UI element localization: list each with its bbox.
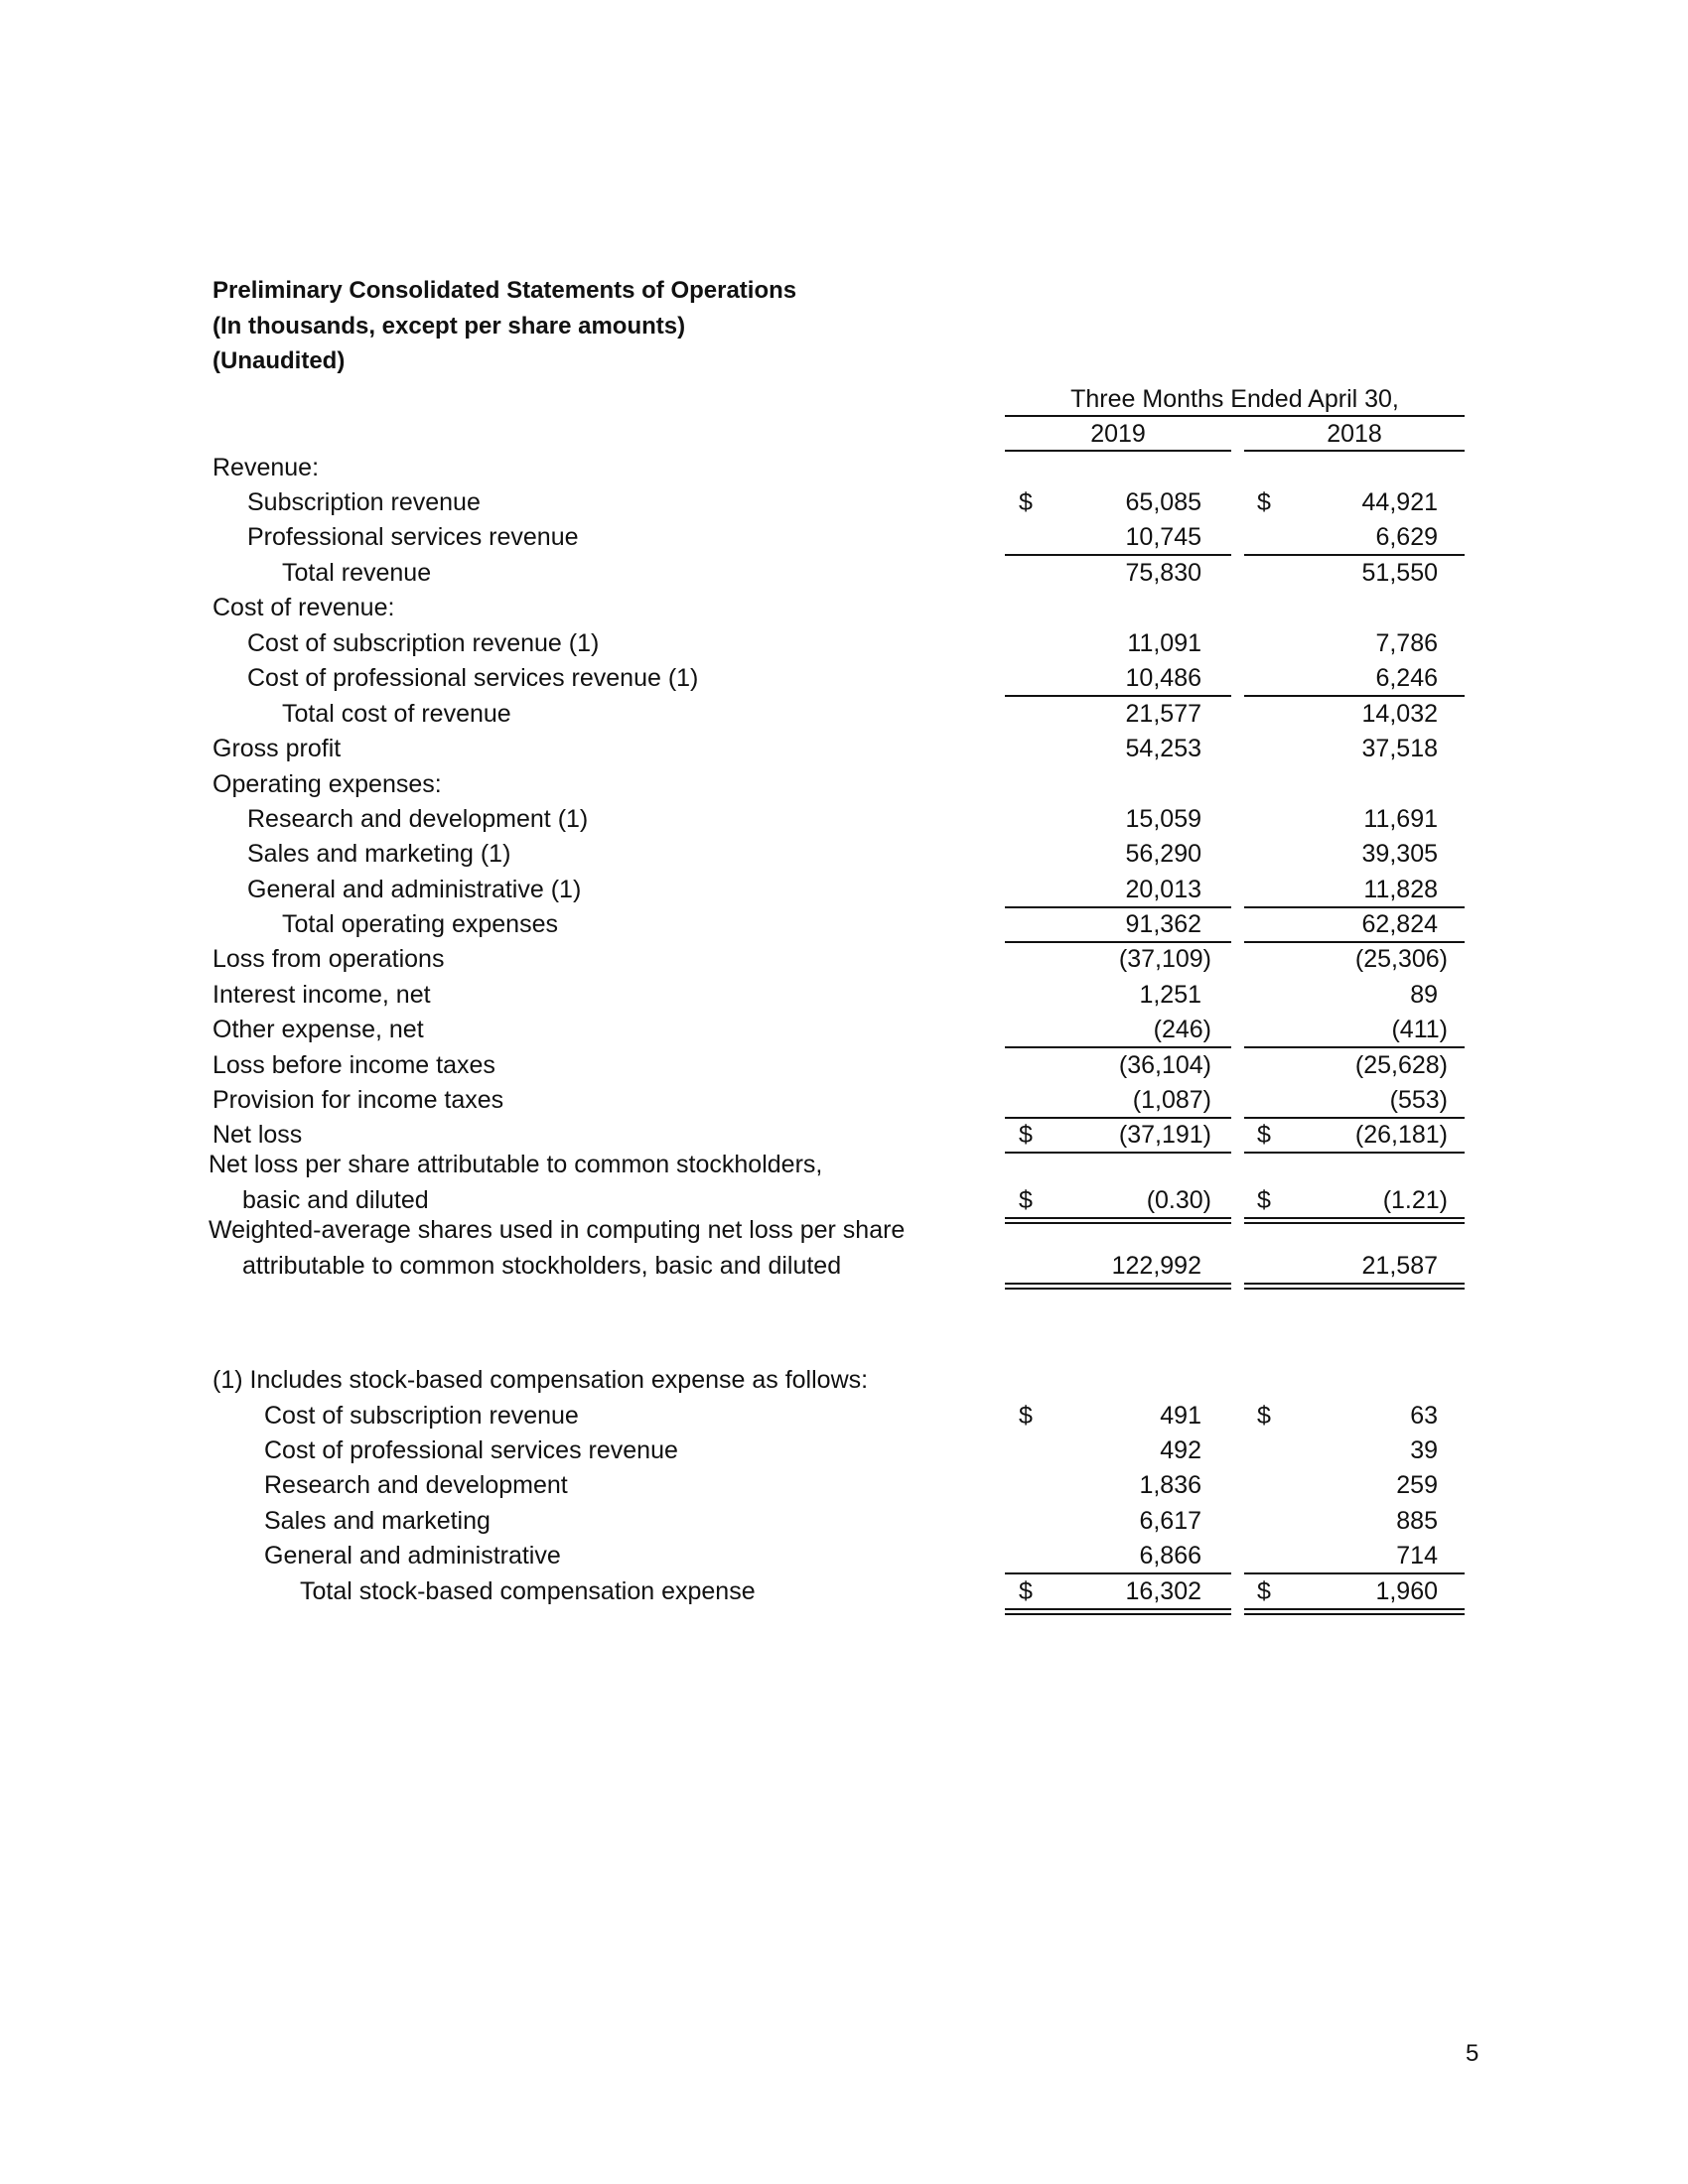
footnote-row (0, 1503, 1688, 1539)
statement-row (0, 941, 1688, 977)
statement-row (0, 450, 1688, 485)
statement-row (0, 1147, 1688, 1182)
year-2018-header: 2018 (1244, 418, 1465, 452)
statement-value-2018: (25,628) (1354, 1051, 1448, 1079)
footnote-row (0, 1398, 1688, 1433)
statement-row (0, 836, 1688, 872)
currency-symbol-2019: $ (1019, 1186, 1033, 1214)
statement-row (0, 519, 1688, 555)
footnote-value-2019: 492 (1160, 1436, 1201, 1464)
footnote-row (0, 1538, 1688, 1573)
footnote-value-2018: 259 (1396, 1471, 1438, 1499)
year-2019-header: 2019 (1005, 418, 1231, 452)
statement-value-2019: 65,085 (1125, 488, 1201, 516)
statement-value-2018: 62,824 (1361, 910, 1438, 938)
statement-row-label: Cost of professional services revenue (1) (247, 664, 699, 692)
statement-row (0, 1212, 1688, 1248)
double-underline (1005, 1283, 1231, 1290)
footnote-value-2019: 16,302 (1125, 1577, 1201, 1605)
statement-row (0, 625, 1688, 661)
statement-row-label: Cost of subscription revenue (1) (247, 629, 600, 657)
footnote-row (0, 1467, 1688, 1503)
statement-value-2019: (37,109) (1118, 945, 1211, 973)
statement-row-label: Weighted-average shares used in computing net loss per share (209, 1216, 906, 1244)
statement-value-2019: (0.30) (1146, 1186, 1211, 1214)
statement-row (0, 590, 1688, 625)
unaudited-note: (Unaudited) (212, 347, 346, 374)
footnote-value-2018: 1,960 (1375, 1577, 1438, 1605)
statement-value-2018: (26,181) (1354, 1121, 1448, 1149)
statement-row-label: Cost of revenue: (212, 594, 395, 621)
currency-symbol-2019: $ (1019, 1402, 1033, 1430)
statement-row-label: Other expense, net (212, 1016, 424, 1043)
statement-value-2019: (1,087) (1132, 1086, 1211, 1114)
footnote-row-label: Cost of professional services revenue (264, 1436, 678, 1464)
statement-row-label: Professional services revenue (247, 523, 579, 551)
statement-value-2019: 91,362 (1125, 910, 1201, 938)
statement-value-2019: 11,091 (1127, 629, 1201, 657)
statement-row-label: Loss from operations (212, 945, 445, 973)
currency-symbol-2018: $ (1257, 1121, 1271, 1149)
footnote-heading: (1) Includes stock-based compensation expense as follows: (212, 1366, 869, 1394)
statement-row-label: Total cost of revenue (282, 700, 511, 728)
statement-row (0, 977, 1688, 1013)
currency-symbol-2018: $ (1257, 1186, 1271, 1214)
statement-row-label: Subscription revenue (247, 488, 481, 516)
statement-value-2019: (36,104) (1118, 1051, 1211, 1079)
statement-value-2019: 10,486 (1125, 664, 1201, 692)
statement-row-label: General and administrative (1) (247, 876, 582, 903)
statement-value-2019: 1,251 (1139, 981, 1201, 1009)
statement-row (0, 1082, 1688, 1118)
statement-row-label: Gross profit (212, 735, 342, 762)
footnote-row-label: Cost of subscription revenue (264, 1402, 579, 1430)
footnote-value-2019: 1,836 (1139, 1471, 1201, 1499)
statement-row (0, 1047, 1688, 1083)
statement-value-2018: (1.21) (1382, 1186, 1448, 1214)
statement-value-2019: 21,577 (1125, 700, 1201, 728)
statement-value-2019: 54,253 (1125, 735, 1201, 762)
statement-value-2019: 20,013 (1125, 876, 1201, 903)
double-underline (1005, 1608, 1231, 1615)
statement-row (0, 906, 1688, 942)
statement-row (0, 1248, 1688, 1284)
statement-row (0, 1012, 1688, 1047)
footnote-row (0, 1433, 1688, 1468)
statement-value-2018: 11,828 (1363, 876, 1438, 903)
footnote-value-2018: 714 (1396, 1542, 1438, 1570)
footnote-row-label: General and administrative (264, 1542, 561, 1570)
statement-value-2019: 10,745 (1125, 523, 1201, 551)
statement-row-label: Provision for income taxes (212, 1086, 504, 1114)
statement-row (0, 660, 1688, 696)
footnote-row (0, 1573, 1688, 1609)
double-underline (1244, 1608, 1465, 1615)
statement-value-2018: 6,629 (1375, 523, 1438, 551)
statement-row (0, 766, 1688, 802)
currency-symbol-2019: $ (1019, 1121, 1033, 1149)
statement-value-2019: 15,059 (1125, 805, 1201, 833)
statement-value-2018: (411) (1391, 1016, 1448, 1043)
statement-value-2018: (553) (1389, 1086, 1448, 1114)
footnote-value-2018: 63 (1410, 1402, 1438, 1430)
currency-symbol-2019: $ (1019, 488, 1033, 516)
statement-value-2018: 39,305 (1361, 840, 1438, 868)
statement-row-label: Revenue: (212, 454, 320, 481)
statement-row (0, 555, 1688, 591)
statement-value-2018: 7,786 (1375, 629, 1438, 657)
statement-row-label: Research and development (1) (247, 805, 589, 833)
statement-value-2018: 44,921 (1361, 488, 1438, 516)
statement-row-label: basic and diluted (242, 1186, 429, 1214)
statement-row-label: Total operating expenses (282, 910, 558, 938)
statement-value-2019: (246) (1153, 1016, 1211, 1043)
statement-row-label: Net loss per share attributable to common stockholders, (209, 1151, 823, 1178)
statement-value-2018: 51,550 (1361, 559, 1438, 587)
statement-row (0, 731, 1688, 766)
footnote-value-2019: 6,866 (1139, 1542, 1201, 1570)
footnote-row-label: Sales and marketing (264, 1507, 491, 1535)
statement-value-2018: 11,691 (1363, 805, 1438, 833)
statement-subtitle: (In thousands, except per share amounts) (212, 313, 686, 340)
statement-value-2018: 89 (1410, 981, 1438, 1009)
statement-row-label: Operating expenses: (212, 770, 442, 798)
footnote-value-2018: 885 (1396, 1507, 1438, 1535)
statement-row-label: Interest income, net (212, 981, 431, 1009)
footnote-row-label: Total stock-based compensation expense (300, 1577, 756, 1605)
statement-value-2018: 6,246 (1375, 664, 1438, 692)
statement-row-label: Total revenue (282, 559, 432, 587)
statement-row (0, 872, 1688, 907)
statement-row-label: Loss before income taxes (212, 1051, 495, 1079)
footnote-heading-row (0, 1362, 1688, 1398)
currency-symbol-2018: $ (1257, 1577, 1271, 1605)
double-underline (1244, 1283, 1465, 1290)
period-header: Three Months Ended April 30, (1005, 383, 1465, 417)
statement-row (0, 484, 1688, 520)
footnote-value-2019: 6,617 (1139, 1507, 1201, 1535)
statement-row (0, 801, 1688, 837)
statement-row (0, 696, 1688, 732)
statement-value-2018: 37,518 (1361, 735, 1438, 762)
statement-value-2019: 56,290 (1125, 840, 1201, 868)
statement-row-label: attributable to common stockholders, basic and diluted (242, 1252, 842, 1280)
currency-symbol-2018: $ (1257, 1402, 1271, 1430)
statement-row-label: Net loss (212, 1121, 303, 1149)
statement-value-2018: (25,306) (1354, 945, 1448, 973)
footnote-row-label: Research and development (264, 1471, 568, 1499)
footnote-value-2018: 39 (1410, 1436, 1438, 1464)
footnote-value-2019: 491 (1160, 1402, 1201, 1430)
statement-value-2019: (37,191) (1118, 1121, 1211, 1149)
page-number: 5 (1466, 2040, 1479, 2067)
statement-value-2018: 14,032 (1361, 700, 1438, 728)
statement-row-label: Sales and marketing (1) (247, 840, 511, 868)
currency-symbol-2018: $ (1257, 488, 1271, 516)
statement-title: Preliminary Consolidated Statements of Operations (212, 277, 797, 304)
statement-value-2019: 75,830 (1125, 559, 1201, 587)
statement-value-2019: 122,992 (1111, 1252, 1201, 1280)
statement-value-2018: 21,587 (1361, 1252, 1438, 1280)
currency-symbol-2019: $ (1019, 1577, 1033, 1605)
